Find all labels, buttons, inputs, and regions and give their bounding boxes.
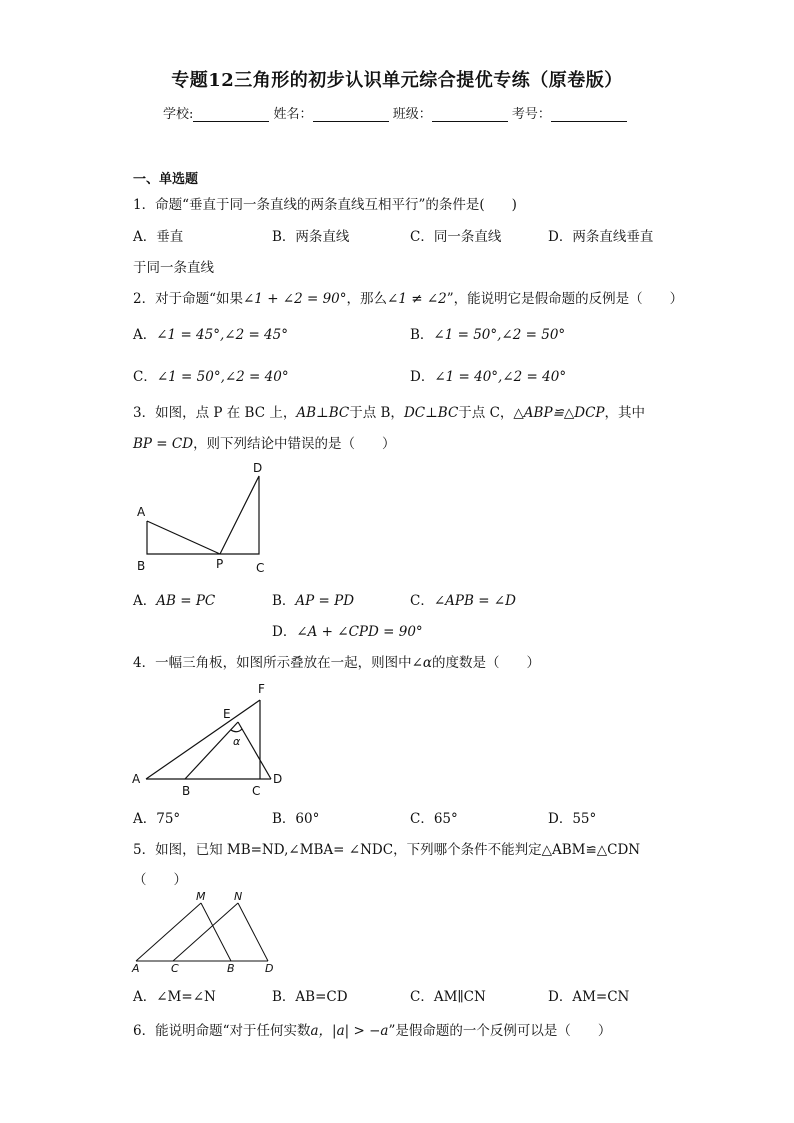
q3-figure [128, 456, 278, 578]
q5-line-am [136, 903, 201, 961]
q3-triangle-dcp [220, 476, 259, 554]
q2-option-d [410, 365, 566, 385]
q3-option-c-formula: ∠APB = ∠D [433, 593, 516, 609]
q4-line-af [146, 700, 260, 779]
q3-label-a: A [137, 505, 146, 519]
q3-label-d: D [253, 461, 263, 475]
q4-stem [133, 651, 540, 671]
q3-option-c-label: C． [410, 593, 434, 609]
section-heading: 一、单选题 [133, 172, 199, 187]
q3-stem-d: ，其中 [604, 405, 645, 421]
q2-formula-1: ∠1 + ∠2 = 90° [243, 291, 347, 307]
page-title: 专题12三角形的初步认识单元综合提优专练（原卷版） [171, 70, 623, 91]
q5-figure [128, 890, 283, 978]
q4-label-b: B [182, 784, 191, 798]
q2-option-d-formula: ∠1 = 40°,∠2 = 40° [434, 369, 567, 385]
q3-formula-1: AB⊥BC [296, 405, 350, 421]
q3-stem-line2 [133, 432, 396, 452]
q2-option-a [133, 323, 288, 343]
school-blank [193, 107, 269, 122]
q6-stem-b: ”是假命题的一个反例可以是（ ） [388, 1023, 612, 1039]
name-label: 姓名： [273, 107, 313, 122]
q5-label-c: C [171, 962, 179, 975]
q3-figure-lines [147, 476, 259, 554]
q4-angle-arc [231, 729, 242, 732]
q3-option-c [410, 589, 516, 609]
q2-option-b [410, 323, 565, 343]
q3-formula-2: DC⊥BC [403, 405, 459, 421]
q5-option-b: B．AB=CD [272, 989, 348, 1005]
q3-option-d-formula: ∠A + ∠CPD = 90° [296, 624, 423, 640]
q4-option-b: B．60° [272, 811, 320, 827]
q3-option-b [272, 589, 354, 609]
q4-option-c: C．65° [410, 811, 458, 827]
q4-label-alpha: α [233, 735, 241, 748]
q1-option-d-cont: 于同一条直线 [133, 260, 214, 276]
q1-option-d: D．两条直线垂直 [548, 229, 654, 245]
q4-stem-b: 的度数是（ ） [432, 655, 541, 671]
q3-stem [133, 401, 645, 421]
q5-stem: 5．如图，已知 MB=ND,∠MBA= ∠NDC，下列哪个条件不能判定△ABM≌△CDN [133, 842, 641, 858]
exam-no-blank [551, 107, 627, 122]
q4-line-ed [238, 722, 271, 779]
exam-no-label: 考号： [511, 107, 551, 122]
q4-label-d: D [273, 772, 283, 786]
q5-label-n: N [234, 890, 243, 903]
name-blank [313, 107, 389, 122]
q4-label-f: F [258, 682, 265, 696]
q1-option-a: A．垂直 [133, 229, 184, 245]
q4-stem-a: 4．一幅三角板，如图所示叠放在一起，则图中 [133, 655, 412, 671]
q2-option-c [133, 365, 289, 385]
q6-stem [133, 1019, 611, 1039]
q1-option-b: B．两条直线 [272, 229, 350, 245]
q5-option-a: A．∠M=∠N [133, 989, 216, 1005]
q3-option-d [272, 620, 423, 640]
q5-label-a: A [132, 962, 140, 975]
q5-line-nd [238, 903, 268, 961]
q3-stem-b: 于点 B， [349, 405, 404, 421]
q4-line-be [185, 722, 238, 779]
q3-formula-3: △ABP≌△DCP [513, 405, 605, 421]
q4-option-d: D．55° [548, 811, 597, 827]
q2-stem-b: ，那么 [346, 291, 388, 307]
q5-label-d: D [265, 962, 274, 975]
q4-label-e: E [223, 707, 231, 721]
q3-stem-a: 3．如图，点 P 在 BC 上， [133, 405, 297, 421]
q4-figure [128, 680, 293, 800]
info-line [163, 103, 627, 122]
q2-stem [133, 287, 683, 307]
q5-figure-lines [136, 903, 268, 961]
q1-stem: 1．命题“垂直于同一条直线的两条直线互相平行”的条件是( ) [133, 197, 517, 213]
q5-label-m: M [196, 890, 206, 903]
q5-option-d: D．AM=CN [548, 989, 630, 1005]
q2-option-d-label: D． [410, 369, 435, 385]
q2-option-c-label: C． [133, 369, 157, 385]
q3-option-b-formula: AP = PD [295, 593, 355, 609]
school-label: 学校: [163, 107, 194, 122]
q3-option-a-formula: AB = PC [156, 593, 216, 609]
q2-option-a-label: A． [133, 327, 157, 343]
q2-option-b-label: B． [410, 327, 434, 343]
class-blank [432, 107, 508, 122]
q3-option-d-label: D． [272, 624, 297, 640]
q3-label-b: B [137, 559, 146, 573]
q3-label-c: C [256, 561, 265, 575]
q4-figure-lines [146, 700, 271, 779]
q4-label-a: A [132, 772, 141, 786]
q3-stem-line2-text: ，则下列结论中错误的是（ ） [193, 436, 396, 452]
q4-label-c: C [252, 784, 261, 798]
q2-option-a-formula: ∠1 = 45°,∠2 = 45° [156, 327, 288, 343]
q1-option-c: C．同一条直线 [410, 229, 502, 245]
q2-option-c-formula: ∠1 = 50°,∠2 = 40° [156, 369, 289, 385]
q2-stem-c: ”，能说明它是假命题的反例是（ ） [446, 291, 684, 307]
q3-label-p: P [216, 557, 224, 571]
q2-stem-a: 2．对于命题“如果 [133, 291, 243, 307]
q5-label-b: B [227, 962, 235, 975]
class-label: 班级： [392, 107, 432, 122]
q5-stem-line2: （ ） [133, 872, 187, 888]
q3-triangle-abp [147, 521, 220, 554]
q3-stem-c: 于点 C， [458, 405, 514, 421]
q5-option-c: C．AM∥CN [410, 989, 486, 1005]
q2-option-b-formula: ∠1 = 50°,∠2 = 50° [433, 327, 566, 343]
q4-formula: ∠α [411, 655, 433, 671]
q6-stem-a: 6．能说明命题“对于任何实数 [133, 1023, 311, 1039]
q6-formula: a，|a| > −a [310, 1023, 389, 1039]
q3-option-b-label: B． [272, 593, 296, 609]
q3-formula-4: BP = CD [133, 436, 194, 452]
q3-option-a [133, 589, 215, 609]
q3-option-a-label: A． [133, 593, 157, 609]
q2-formula-2: ∠1 ≠ ∠2 [387, 291, 447, 307]
q4-option-a: A．75° [133, 811, 181, 827]
